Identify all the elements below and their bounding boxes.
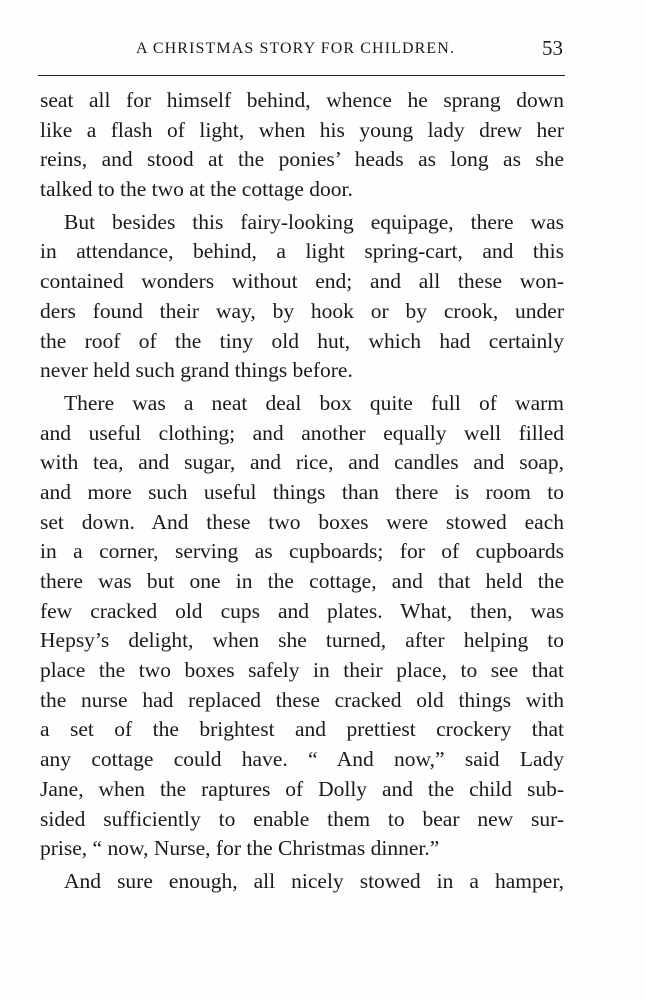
- text-line: and more such useful things than there is room to: [40, 479, 564, 504]
- text-line: any cottage could have. “ And now,” said Lady: [40, 747, 564, 772]
- paragraph-2: [40, 208, 564, 386]
- text-line: prise, “ now, Nurse, for the Christmas dinner.”: [40, 836, 440, 861]
- text-line: ders found their way, by hook or by crook, under: [40, 298, 564, 323]
- running-head: A CHRISTMAS STORY FOR CHILDREN.: [136, 40, 456, 57]
- text-line: and useful clothing; and another equally well filled: [40, 420, 564, 445]
- text-line: place the two boxes safely in their place, to see that: [40, 658, 564, 683]
- text-line: There was a neat deal box quite full of warm: [64, 390, 564, 415]
- text-line: talked to the two at the cottage door.: [40, 177, 353, 202]
- text-line: sided sufficiently to enable them to bear new sur-: [40, 806, 564, 831]
- text-line: the roof of the tiny old hut, which had certainly: [40, 328, 564, 353]
- text-line: set down. And these two boxes were stowed each: [40, 509, 564, 534]
- text-line: seat all for himself behind, whence he sprang down: [40, 88, 564, 112]
- text-line: with tea, and sugar, and rice, and candles and soap,: [40, 450, 564, 475]
- body-text: [40, 86, 564, 897]
- text-line: few cracked old cups and plates. What, then, was: [40, 598, 564, 623]
- paragraph-1: [40, 86, 564, 205]
- page-header: [40, 34, 567, 70]
- text-line: Hepsy’s delight, when she turned, after helping to: [40, 628, 564, 653]
- text-line: in a corner, serving as cupboards; for of cupboards: [40, 539, 564, 564]
- text-line: reins, and stood at the ponies’ heads as long as she: [40, 147, 564, 172]
- text-line: the nurse had replaced these cracked old things with: [40, 687, 564, 712]
- text-line: And sure enough, all nicely stowed in a hamper,: [64, 868, 564, 893]
- text-line: contained wonders without end; and all these won-: [40, 269, 564, 294]
- text-line: like a flash of light, when his young lady drew her: [40, 117, 564, 142]
- text-line: never held such grand things before.: [40, 358, 353, 383]
- paragraph-3: [40, 389, 564, 864]
- page-number: 53: [542, 36, 563, 60]
- text-line: there was but one in the cottage, and that held the: [40, 569, 564, 593]
- header-rule: [38, 75, 565, 76]
- text-line: a set of the brightest and prettiest crockery that: [40, 717, 564, 742]
- text-line: But besides this fairy-looking equipage, there was: [64, 209, 564, 234]
- text-line: in attendance, behind, a light spring-cart, and this: [40, 239, 564, 264]
- text-line: Jane, when the raptures of Dolly and the child sub-: [40, 776, 564, 801]
- paragraph-4: [40, 867, 564, 897]
